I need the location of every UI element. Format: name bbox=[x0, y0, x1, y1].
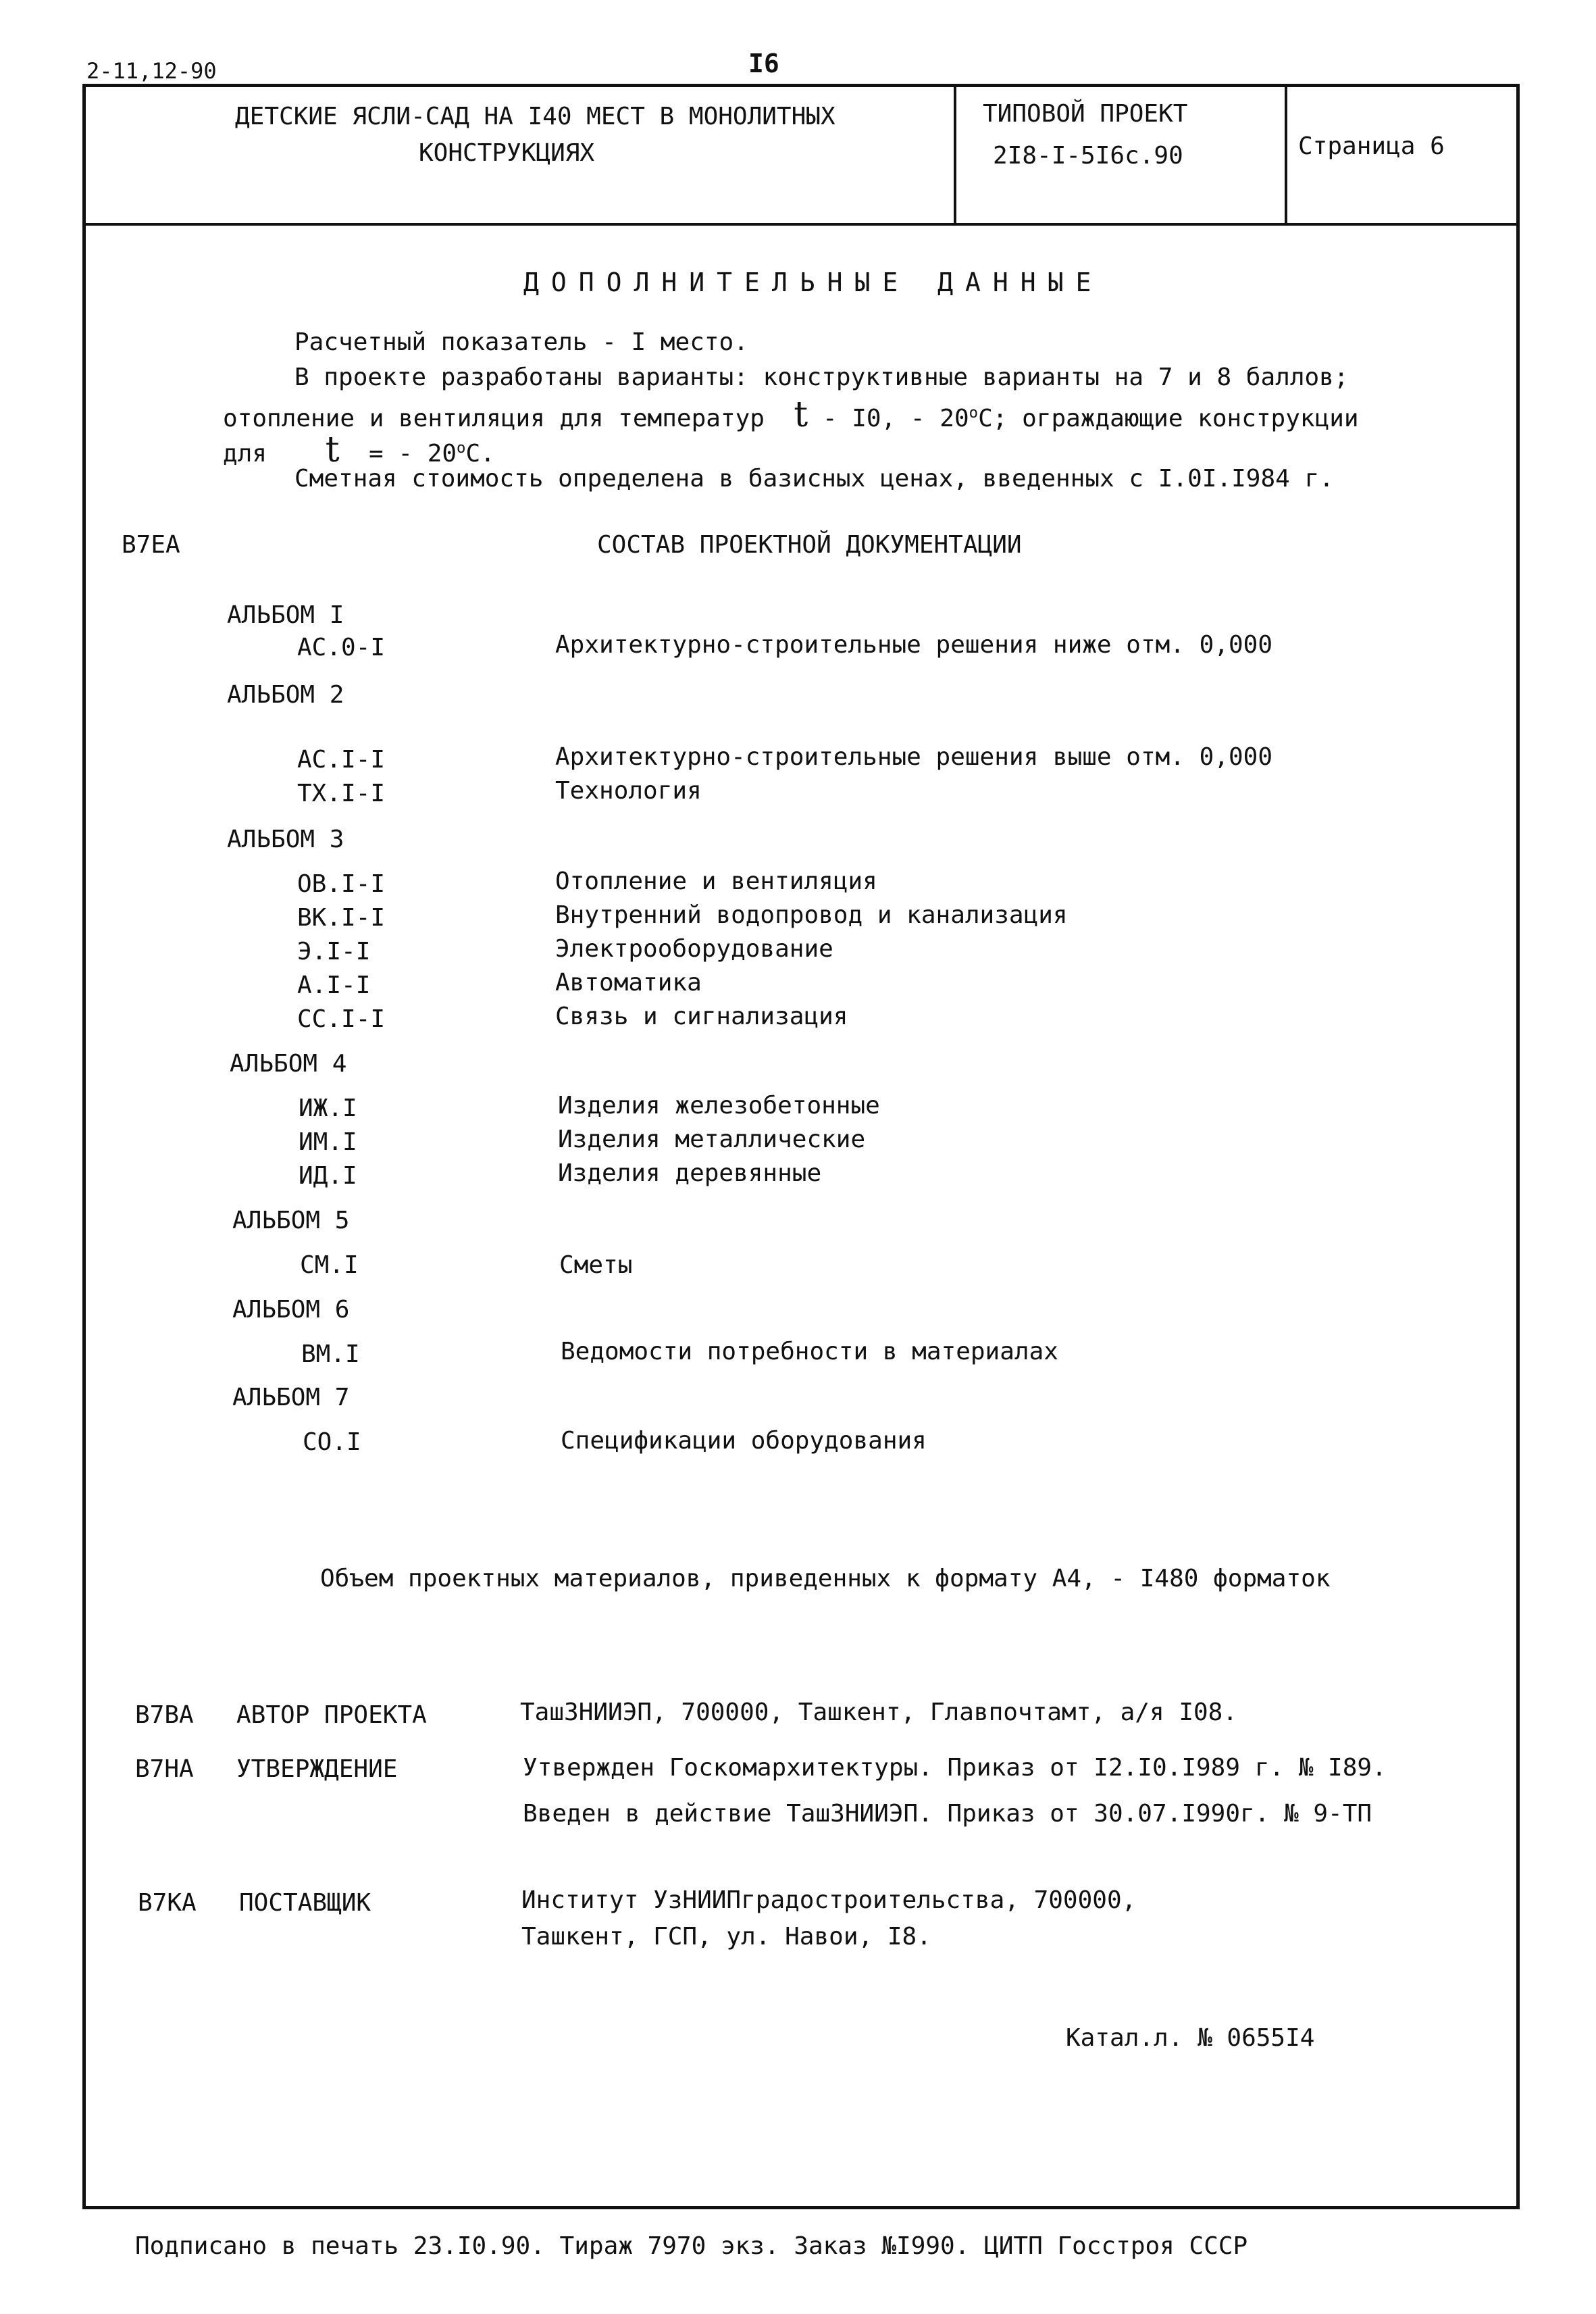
approval-label: УТВЕРЖДЕНИЕ bbox=[236, 1755, 398, 1783]
doc-code: ВМ.I bbox=[301, 1340, 360, 1368]
doc-description: Спецификации оборудования bbox=[561, 1427, 927, 1455]
doc-description: Изделия металлические bbox=[558, 1126, 866, 1153]
album-title: АЛЬБОМ 4 bbox=[230, 1050, 347, 1078]
calc-indicator-text: Расчетный показатель - I место. bbox=[294, 328, 748, 356]
doc-description: Архитектурно-строительные решения ниже отм. 0,000 bbox=[555, 631, 1273, 659]
project-title-line2: КОНСТРУКЦИЯХ bbox=[419, 139, 595, 167]
doc-description: Автоматика bbox=[555, 969, 702, 997]
page-number: I6 bbox=[748, 49, 779, 78]
page-label: Страница 6 bbox=[1298, 132, 1445, 160]
author-label: АВТОР ПРОЕКТА bbox=[236, 1701, 427, 1729]
album-title: АЛЬБОМ 2 bbox=[227, 681, 344, 709]
doc-description: Изделия деревянные bbox=[558, 1159, 822, 1187]
doc-description: Отопление и вентиляция bbox=[555, 867, 877, 895]
doc-code: АС.0-I bbox=[297, 634, 386, 661]
temperature-text-cont: для t = - $20^оС$. bbox=[223, 430, 495, 470]
cost-text: Сметная стоимость определена в базисных ценах, введенных с I.0I.I984 г. bbox=[294, 465, 1334, 493]
additional-data-heading: ДОПОЛНИТЕЛЬНЫЕ ДАННЫЕ bbox=[523, 268, 1104, 297]
doc-description: Ведомости потребности в материалах bbox=[561, 1338, 1058, 1365]
header-divider bbox=[82, 223, 1520, 226]
doc-code: ИЖ.I bbox=[299, 1095, 357, 1122]
header-separator-1 bbox=[954, 84, 956, 224]
catalog-number: Катал.л. № 0655I4 bbox=[1066, 2024, 1315, 2052]
composition-heading: СОСТАВ ПРОЕКТНОЙ ДОКУМЕНТАЦИИ bbox=[597, 531, 1022, 559]
doc-code: ИД.I bbox=[299, 1162, 357, 1190]
composition-code: В7ЕА bbox=[122, 531, 180, 559]
album-title: АЛЬБОМ 3 bbox=[227, 826, 344, 853]
doc-code: АС.I-I bbox=[297, 746, 386, 774]
doc-code: ТХ.I-I bbox=[297, 780, 386, 807]
album-title: АЛЬБОМ I bbox=[227, 601, 344, 629]
print-info: Подписано в печать 23.I0.90. Тираж 7970 экз. Заказ №I990. ЦИТП Госстроя СССР bbox=[135, 2232, 1248, 2260]
album-title: АЛЬБОМ 5 bbox=[232, 1207, 350, 1234]
project-type-label: ТИПОВОЙ ПРОЕКТ bbox=[983, 100, 1188, 128]
doc-description: Архитектурно-строительные решения выше отм. 0,000 bbox=[555, 743, 1273, 771]
header-separator-2 bbox=[1285, 84, 1287, 224]
author-text: ТашЗНИИЭП, 700000, Ташкент, Главпочтамт, а/я I08. bbox=[520, 1699, 1238, 1726]
supplier-text-2: Ташкент, ГСП, ул. Навои, I8. bbox=[521, 1923, 931, 1951]
doc-description: Изделия железобетонные bbox=[558, 1092, 880, 1120]
doc-code: А.I-I bbox=[297, 972, 371, 999]
author-code: В7ВА bbox=[135, 1701, 194, 1729]
doc-code: ИМ.I bbox=[299, 1128, 357, 1156]
doc-description: Электрооборудование bbox=[555, 935, 833, 963]
doc-code: ВК.I-I bbox=[297, 904, 386, 932]
doc-description: Технология bbox=[555, 777, 702, 805]
doc-description: Связь и сигнализация bbox=[555, 1003, 848, 1030]
document-code: 2-11,12-90 bbox=[86, 58, 217, 84]
doc-description: Сметы bbox=[559, 1251, 633, 1279]
supplier-text-1: Институт УзНИИПградостроительства, 700000, bbox=[521, 1886, 1137, 1914]
temperature-text: отопление и вентиляция для температур t - I0, - $20^оС$; ограждающие конструкции bbox=[223, 395, 1359, 435]
approval-code: В7НА bbox=[135, 1755, 194, 1783]
album-title: АЛЬБОМ 6 bbox=[232, 1296, 350, 1324]
doc-code: СС.I-I bbox=[297, 1005, 386, 1033]
approval-text-1: Утвержден Госкомархитектуры. Приказ от I2.I0.I989 г. № I89. bbox=[523, 1754, 1387, 1782]
doc-code: ОВ.I-I bbox=[297, 870, 386, 898]
approval-text-2: Введен в действие ТашЗНИИЭП. Приказ от 30.07.I990г. № 9-ТП bbox=[523, 1800, 1372, 1828]
doc-code: Э.I-I bbox=[297, 938, 371, 965]
supplier-label: ПОСТАВЩИК bbox=[239, 1889, 371, 1917]
volume-text: Объем проектных материалов, приведенных к формату А4, - I480 форматок bbox=[320, 1565, 1331, 1592]
doc-description: Внутренний водопровод и канализация bbox=[555, 901, 1068, 929]
project-number: 2I8-I-5I6с.90 bbox=[993, 142, 1183, 170]
project-title-line1: ДЕТСКИЕ ЯСЛИ-САД НА I40 МЕСТ В МОНОЛИТНЫХ bbox=[235, 103, 835, 130]
album-title: АЛЬБОМ 7 bbox=[232, 1384, 350, 1411]
doc-code: СО.I bbox=[303, 1428, 361, 1456]
variants-text: В проекте разработаны варианты: конструктивные варианты на 7 и 8 баллов; bbox=[294, 363, 1349, 391]
doc-code: СМ.I bbox=[300, 1251, 359, 1279]
supplier-code: В7КА bbox=[138, 1889, 197, 1917]
